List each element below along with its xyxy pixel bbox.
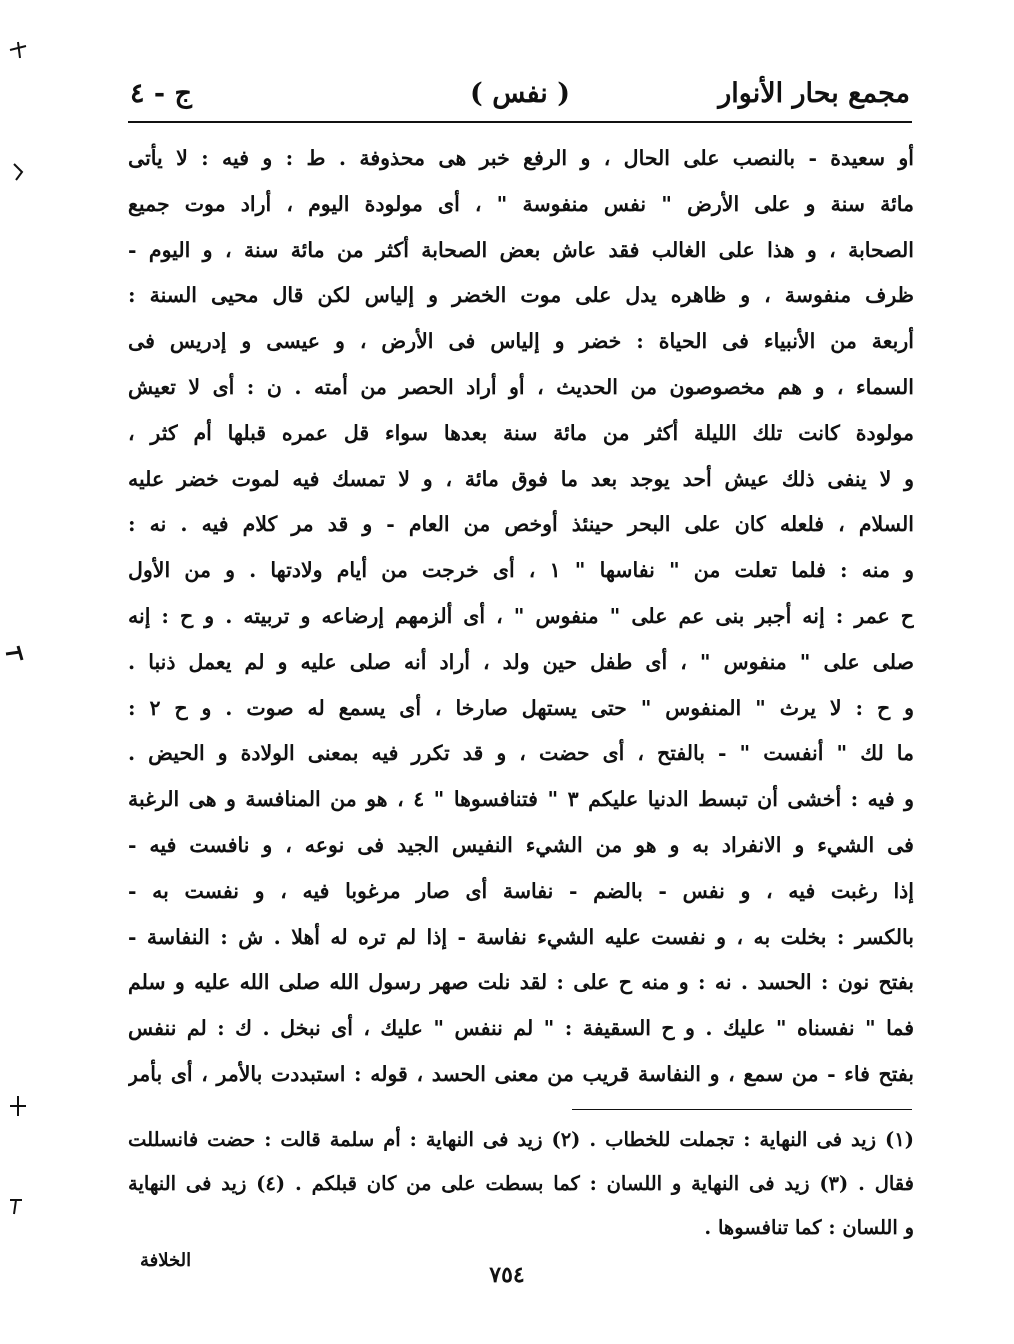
- text-line: و لا ينفى ذلك عيش أحد يوجد بعد ما فوق مائة ، و لا تمسك فيه لموت خضر عليه: [128, 466, 914, 491]
- footnote-line: فقال . (٣) زيد فى النهاية و اللسان : كما بسطت على من كان قبلكم . (٤) زيد فى النهاية: [128, 1172, 914, 1195]
- text-line: بالكسر : بخلت به ، و نفست عليه الشيء نفاسة - إذا لم تره له أهلا . ش : النفاسة -: [128, 924, 914, 949]
- text-line: ح عمر : إنه أجبر بنى عم على " منفوس " ، أى ألزمهم إرضاعه و تربيته . و ح : إنه: [128, 603, 914, 628]
- footnote-rule: [572, 1109, 912, 1110]
- text-line: ظرف منفوسة ، و ظاهره يدل على موت الخضر و إلياس لكن قال محيى السنة :: [128, 283, 914, 308]
- text-line: ما لك " أنفست " - بالفتح ، أى حضت ، و قد تكرر فيه بمعنى الولادة و الحيض .: [128, 741, 914, 766]
- header-section-title: ( نفس ): [470, 78, 570, 109]
- text-line: أو سعيدة - بالنصب على الحال ، و الرفع خبر هى محذوفة . ط : و فيه : لا يأتى: [128, 146, 914, 170]
- text-line: فما " نفسناه " عليك . و ح السقيفة : " لم ننفس " عليك ، أى نبخل . ك : لم ننفس: [128, 1016, 914, 1041]
- scan-mark-icon: [4, 1194, 28, 1218]
- text-line: أربعة من الأنبياء فى الحياة : خضر و إلياس فى الأرض ، و عيسى و إدريس فى: [128, 329, 914, 354]
- text-line: بفتح نون : الحسد . نه : و منه ح على : لقد نلت صهر رسول الله صلى الله عليه و سلم: [128, 970, 914, 995]
- text-line: مولودة كانت تلك الليلة أكثر من مائة سنة بعدها سواء قل عمره قبلها أم كثر ،: [128, 420, 914, 445]
- text-line: الصحابة ، و هذا على الغالب فقد عاش بعض الصحابة أكثر من مائة سنة ، و اليوم -: [128, 237, 914, 262]
- running-header: [130, 78, 910, 118]
- text-line: إذا رغبت فيه ، و نفس - بالضم - نفاسة أى صار مرغوبا فيه ، و نفست به -: [128, 878, 914, 903]
- text-line: مائة سنة و على الأرض " نفس منفوسة " ، أى مولودة اليوم ، أراد موت جميع: [128, 191, 914, 216]
- text-line: صلى على " منفوس " ، أى طفل حين ولد ، أراد أنه صلى عليه و لم يعمل ذنبا .: [128, 649, 914, 674]
- scan-mark-icon: [8, 160, 32, 184]
- header-book-title: مجمع بحار الأنوار: [718, 78, 910, 109]
- text-line: بفتح فاء - من سمع ، و النفاسة قريب من معنى الحسد ، قوله : استبددت بالأمر ، أى بأمر: [128, 1061, 914, 1086]
- footnote-line: و اللسان : كما تنافسوها .: [704, 1216, 914, 1239]
- text-line: و ح : لا يرث " المنفوس " حتى يستهل صارخا ، أى يسمع له صوت . و ح ٢ :: [128, 695, 914, 720]
- scan-mark-icon: [6, 1094, 30, 1118]
- header-volume: ج - ٤: [130, 78, 192, 109]
- text-line: و فيه : أخشى أن تبسط الدنيا عليكم ٣ " فتنافسوها " ٤ ، هو من المنافسة و هى الرغبة: [128, 787, 914, 812]
- scan-mark-icon: [6, 38, 30, 62]
- footnote-line: (١) زيد فى النهاية : تجملت للخطاب . (٢) زيد فى النهاية : أم سلمة قالت : حضت فانسللت: [128, 1128, 914, 1151]
- text-line: السماء ، و هم مخصوصون من الحديث ، أو أراد الحصر من أمته . ن : أى لا تعيش: [128, 374, 914, 399]
- printer-signature-mark: الخلافة: [140, 1250, 192, 1271]
- text-line: السلام ، فلعله كان على البحر حينئذ أوخص من العام - و قد مر كلام فيه . نه :: [128, 512, 914, 537]
- main-text: [128, 136, 914, 1098]
- page-number: ٧٥٤: [489, 1262, 525, 1288]
- header-rule: [128, 121, 912, 123]
- footnotes: [128, 1118, 914, 1250]
- text-line: فى الشيء و الانفراد به و هو من الشيء النفيس الجيد فى نوعه ، و نافست فيه -: [128, 832, 914, 857]
- text-line: و منه : فلما تعلت من " نفاسها " ١ ، أى خرجت من أيام ولادتها . و من الأول: [128, 558, 914, 583]
- scan-mark-icon: [2, 640, 26, 664]
